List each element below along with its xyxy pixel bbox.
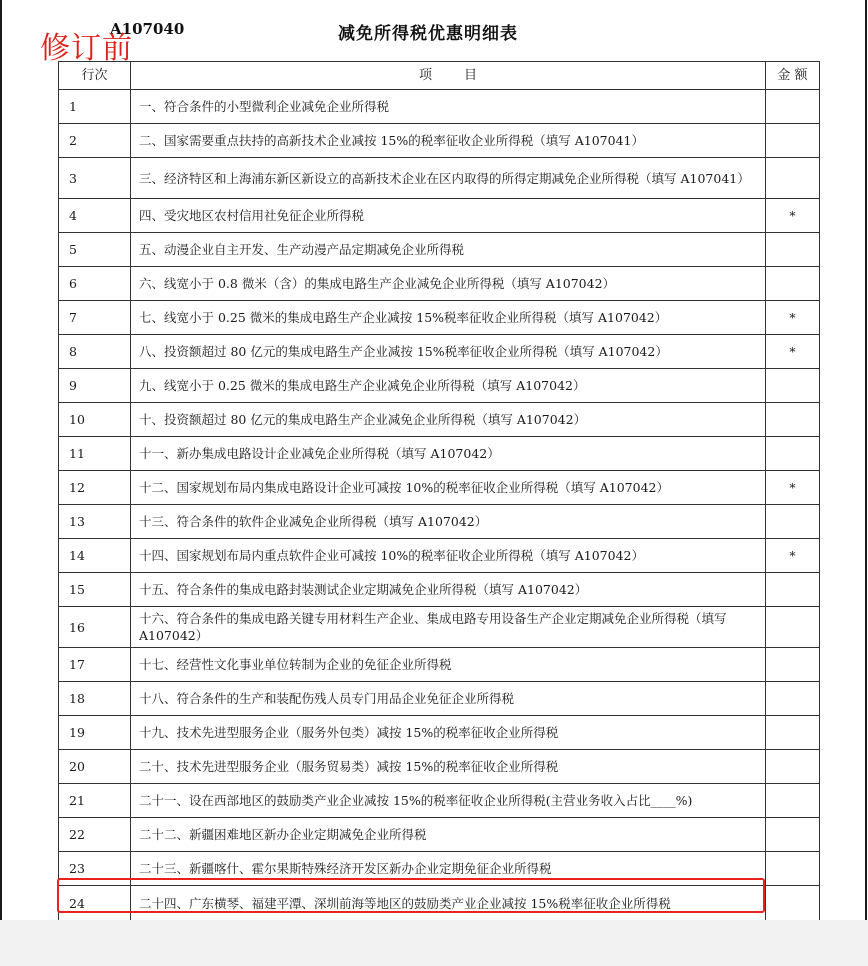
row-item-text: 十五、符合条件的集成电路封装测试企业定期减免企业所得税（填写 A107042）: [131, 573, 766, 607]
row-line-number: 11: [59, 437, 131, 471]
table-header-row: [59, 62, 820, 90]
row-line-number: 12: [59, 471, 131, 505]
row-line-number: 21: [59, 784, 131, 818]
row-line-number: 16: [59, 607, 131, 648]
row-amount: [766, 716, 820, 750]
row-item-text: 十三、符合条件的软件企业减免企业所得税（填写 A107042）: [131, 505, 766, 539]
row-amount: [766, 369, 820, 403]
row-amount: *: [766, 471, 820, 505]
row-item-text: 十二、国家规划布局内集成电路设计企业可减按 10%的税率征收企业所得税（填写 A107042）: [131, 471, 766, 505]
row-amount: [766, 886, 820, 921]
row-line-number: 10: [59, 403, 131, 437]
row-item-text: 二、国家需要重点扶持的高新技术企业减按 15%的税率征收企业所得税（填写 A107041）: [131, 124, 766, 158]
table-row: [59, 369, 820, 403]
row-amount: [766, 403, 820, 437]
row-line-number: 9: [59, 369, 131, 403]
row-amount: [766, 818, 820, 852]
row-line-number: 20: [59, 750, 131, 784]
row-item-text: 十九、技术先进型服务企业（服务外包类）减按 15%的税率征收企业所得税: [131, 716, 766, 750]
row-item-text: 九、线宽小于 0.25 微米的集成电路生产企业减免企业所得税（填写 A107042）: [131, 369, 766, 403]
form-title: 减免所得税优惠明细表: [338, 24, 518, 44]
row-amount: [766, 852, 820, 886]
row-line-number: 1: [59, 90, 131, 124]
table-row: [59, 784, 820, 818]
table-row: [59, 267, 820, 301]
row-line-number: 2: [59, 124, 131, 158]
table-row: [59, 648, 820, 682]
revision-annotation: 修订前: [40, 31, 133, 66]
table-row: [59, 818, 820, 852]
table-row: [59, 573, 820, 607]
table-row: [59, 124, 820, 158]
row-line-number: 8: [59, 335, 131, 369]
row-line-number: 23: [59, 852, 131, 886]
header-amount: 金 额: [766, 62, 820, 90]
row-item-text: 二十、技术先进型服务企业（服务贸易类）减按 15%的税率征收企业所得税: [131, 750, 766, 784]
row-line-number: 7: [59, 301, 131, 335]
row-amount: [766, 607, 820, 648]
row-line-number: 6: [59, 267, 131, 301]
table-row: [59, 539, 820, 573]
row-item-text: 二十三、新疆喀什、霍尔果斯特殊经济开发区新办企业定期免征企业所得税: [131, 852, 766, 886]
row-item-text: 十七、经营性文化事业单位转制为企业的免征企业所得税: [131, 648, 766, 682]
table-row: [59, 301, 820, 335]
row-amount: [766, 505, 820, 539]
row-amount: *: [766, 539, 820, 573]
table-row: [59, 90, 820, 124]
row-item-text: 二十二、新疆困难地区新办企业定期减免企业所得税: [131, 818, 766, 852]
row-line-number: 3: [59, 158, 131, 199]
row-item-text: 八、投资额超过 80 亿元的集成电路生产企业减按 15%税率征收企业所得税（填写 A107042）: [131, 335, 766, 369]
table-row: [59, 750, 820, 784]
row-amount: [766, 750, 820, 784]
table-row: [59, 199, 820, 233]
header-line-number: 行次: [59, 62, 131, 90]
highlight-box-row-24: [57, 878, 765, 913]
row-amount: *: [766, 301, 820, 335]
form-code: A107040: [110, 20, 185, 38]
header-item: 项 目: [131, 62, 766, 90]
table-row: [59, 682, 820, 716]
table-row: [59, 403, 820, 437]
row-line-number: 17: [59, 648, 131, 682]
row-amount: [766, 158, 820, 199]
row-item-text: 一、符合条件的小型微利企业减免企业所得税: [131, 90, 766, 124]
table-row: [59, 716, 820, 750]
row-line-number: 22: [59, 818, 131, 852]
table-row: [59, 505, 820, 539]
row-amount: [766, 573, 820, 607]
row-amount: [766, 233, 820, 267]
row-amount: [766, 437, 820, 471]
tax-relief-table: [58, 61, 820, 920]
row-line-number: 15: [59, 573, 131, 607]
table-row: [59, 471, 820, 505]
row-item-text: 十四、国家规划布局内重点软件企业可减按 10%的税率征收企业所得税（填写 A107042）: [131, 539, 766, 573]
table-row: [59, 437, 820, 471]
row-amount: [766, 682, 820, 716]
row-item-text: 二十四、广东横琴、福建平潭、深圳前海等地区的鼓励类产业企业减按 15%税率征收企业所得税: [131, 886, 766, 921]
row-item-text: 五、动漫企业自主开发、生产动漫产品定期减免企业所得税: [131, 233, 766, 267]
row-item-text: 十六、符合条件的集成电路关键专用材料生产企业、集成电路专用设备生产企业定期减免企业所得税（填写 A107042）: [131, 607, 766, 648]
row-line-number: 24: [59, 886, 131, 921]
table-body: [59, 90, 820, 921]
table-row: [59, 607, 820, 648]
row-amount: [766, 124, 820, 158]
row-item-text: 七、线宽小于 0.25 微米的集成电路生产企业减按 15%税率征收企业所得税（填写 A107042）: [131, 301, 766, 335]
row-item-text: 十一、新办集成电路设计企业减免企业所得税（填写 A107042）: [131, 437, 766, 471]
row-amount: *: [766, 199, 820, 233]
row-amount: *: [766, 335, 820, 369]
row-line-number: 18: [59, 682, 131, 716]
row-line-number: 19: [59, 716, 131, 750]
row-item-text: 六、线宽小于 0.8 微米（含）的集成电路生产企业减免企业所得税（填写 A107042）: [131, 267, 766, 301]
table-row: [59, 233, 820, 267]
row-item-text: 二十一、设在西部地区的鼓励类产业企业减按 15%的税率征收企业所得税(主营业务收入占比____%): [131, 784, 766, 818]
row-item-text: 三、经济特区和上海浦东新区新设立的高新技术企业在区内取得的所得定期减免企业所得税（填写 A107041）: [131, 158, 766, 199]
page-right-border: [865, 0, 867, 920]
row-line-number: 14: [59, 539, 131, 573]
row-amount: [766, 90, 820, 124]
row-item-text: 十八、符合条件的生产和装配伤残人员专门用品企业免征企业所得税: [131, 682, 766, 716]
row-amount: [766, 267, 820, 301]
row-item-text: 四、受灾地区农村信用社免征企业所得税: [131, 199, 766, 233]
row-item-text: 十、投资额超过 80 亿元的集成电路生产企业减免企业所得税（填写 A107042）: [131, 403, 766, 437]
row-amount: [766, 648, 820, 682]
row-amount: [766, 784, 820, 818]
table-row: [59, 335, 820, 369]
row-line-number: 5: [59, 233, 131, 267]
row-line-number: 13: [59, 505, 131, 539]
row-line-number: 4: [59, 199, 131, 233]
page-left-border: [0, 0, 2, 920]
table-row: [59, 158, 820, 199]
